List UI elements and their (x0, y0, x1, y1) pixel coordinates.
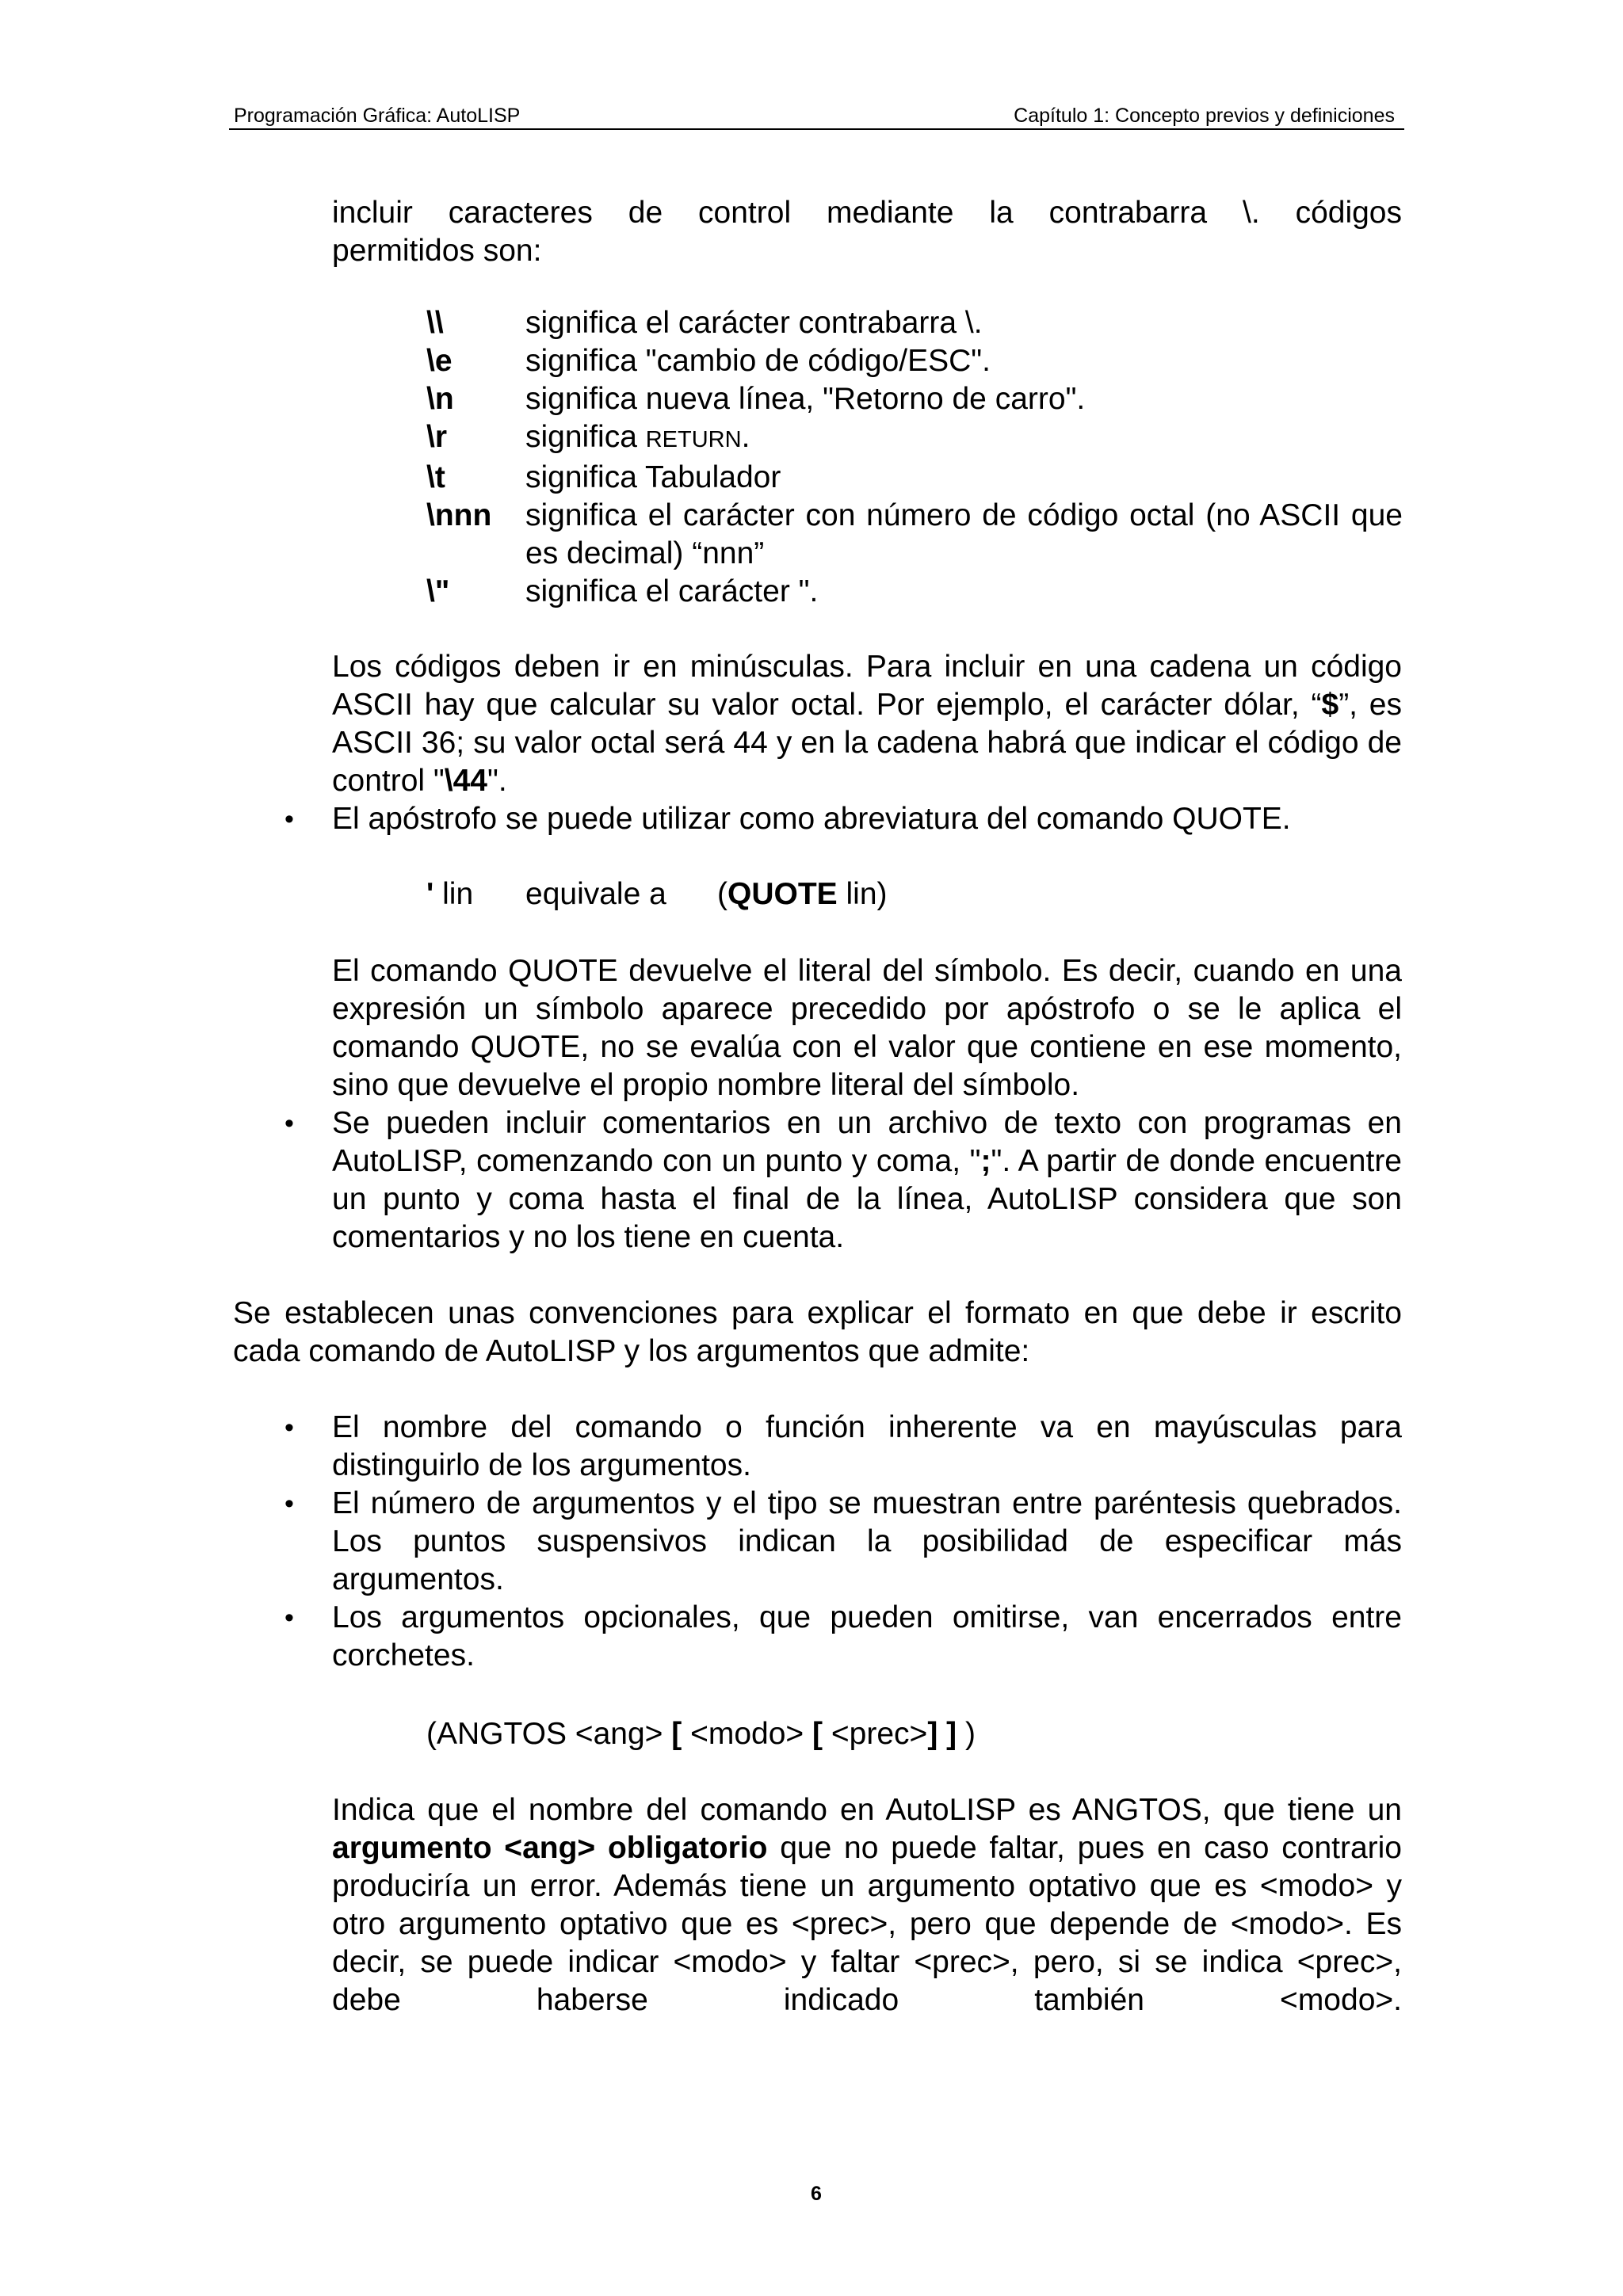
final-paragraph (332, 1791, 1402, 2019)
running-header (229, 93, 1404, 130)
comments-item (332, 1104, 1402, 1257)
escape-codes-list (426, 304, 1403, 611)
bracket: [ (671, 1717, 682, 1751)
code-desc: significa el carácter con número de código octal (no ASCII que es decimal) “nnn” (525, 498, 1403, 570)
code-key: \\ (426, 306, 444, 340)
convention-item-3: Los argumentos opcionales, que pueden omitirse, van encerrados entre corchetes. (332, 1600, 1402, 1672)
code-row-return (426, 418, 1403, 459)
apostrophe-item: El apóstrofo se puede utilizar como abreviatura del comando QUOTE. (332, 802, 1291, 836)
code-key: \r (426, 420, 448, 454)
code-row-quote (426, 573, 1403, 611)
code-key: \e (426, 344, 453, 378)
symbol-name: lin (433, 877, 474, 911)
quote-example-expr (717, 875, 888, 913)
angtos-syntax (426, 1715, 976, 1753)
octal-code: \44 (444, 764, 487, 798)
bracket: ] ] (927, 1717, 957, 1751)
codes-note-text: Los códigos deben ir en minúsculas. Para incluir en una cadena un código ASCII hay que calcular su valor octal. Por ejemplo, el carácter dólar, “ (332, 650, 1402, 722)
intro-line-2: permitidos son: (332, 234, 542, 268)
header-book-title: Programación Gráfica: AutoLISP (234, 105, 521, 127)
dollar-sign: $ (1321, 688, 1339, 722)
code-key: \n (426, 382, 454, 416)
quote-example-equiv: equivale a (525, 877, 666, 911)
intro-line-1: incluir caracteres de control mediante la contrabarra \. códigos (332, 196, 1402, 230)
code-desc: significa nueva línea, "Retorno de carro". (525, 382, 1086, 416)
apostrophe-mark: ' (426, 877, 434, 911)
header-chapter-title: Capítulo 1: Concepto previos y definiciones (1014, 105, 1395, 127)
bullet-marker: • (285, 1413, 294, 1443)
quote-paragraph: El comando QUOTE devuelve el literal del símbolo. Es decir, cuando en una expresión un símbolo aparece precedido por apóstrofo o se le aplica el comando QUOTE, no se evalúa con el valor que contiene en ese momento, sino que devuelve el propio nombre literal del símbolo. (332, 954, 1402, 1102)
bullet-marker: • (285, 804, 294, 834)
final-text: Indica que el nombre del comando en AutoLISP es ANGTOS, que tiene un (332, 1793, 1402, 1827)
syntax-text: ) (957, 1717, 976, 1751)
code-key: \nnn (426, 498, 492, 532)
page-number: 6 (811, 2183, 822, 2205)
quote-example (426, 875, 1060, 913)
syntax-text: (ANGTOS <ang> (426, 1717, 672, 1751)
semicolon: ; (980, 1144, 991, 1178)
convention-item-2: El número de argumentos y el tipo se muestran entre paréntesis quebrados. Los puntos suspensivos indican la posibilidad de especificar más argumentos. (332, 1486, 1402, 1596)
code-desc: significa el carácter contrabarra \. (525, 306, 983, 340)
code-row-octal (426, 497, 1403, 573)
paren-open: ( (717, 877, 727, 911)
code-row-newline (426, 380, 1403, 418)
convention-item-1: El nombre del comando o función inherente va en mayúsculas para distinguirlo de los argumentos. (332, 1410, 1402, 1482)
comments-text: Se pueden incluir comentarios en un archivo de texto con programas en AutoLISP, comenzando con un punto y coma, " (332, 1106, 1402, 1178)
codes-note-paragraph (332, 648, 1402, 800)
syntax-text: <modo> (682, 1717, 813, 1751)
paren-close: lin) (837, 877, 888, 911)
final-text: que no puede faltar, pues en caso contrario produciría un error. Además tiene un argumento optativo que es <modo> y otro argumento optativo que es <prec>, pero que depende de <modo>. Es decir, se puede indicar <modo> y faltar <prec>, pero, si se indica <prec>, debe haberse indicado también <modo>. (332, 1831, 1402, 2017)
code-desc-smallcaps: RETURN (645, 427, 742, 452)
codes-note-text: ”, es ASCII 36; su valor octal será 44 y en la cadena habrá que indicar el código de control " (332, 688, 1403, 798)
quote-command: QUOTE (727, 877, 838, 911)
bracket: [ (812, 1717, 823, 1751)
code-desc (525, 418, 1403, 459)
code-desc-period: . (741, 420, 750, 454)
bullet-marker: • (285, 1489, 294, 1519)
code-desc: significa "cambio de código/ESC". (525, 344, 991, 378)
codes-note-text: ". (487, 764, 507, 798)
code-key: \" (426, 574, 450, 608)
bullet-marker: • (285, 1108, 294, 1138)
comments-text: ". A partir de donde encuentre un punto y coma hasta el final de la línea, AutoLISP considera que son comentarios y no los tiene en cuenta. (332, 1144, 1402, 1254)
code-row-tab (426, 459, 1403, 497)
code-key: \t (426, 460, 445, 494)
code-row-backslash (426, 304, 1403, 342)
code-desc: significa el carácter ". (525, 574, 819, 608)
bullet-marker: • (285, 1603, 294, 1633)
quote-example-symbol (426, 875, 473, 913)
code-row-esc (426, 342, 1403, 380)
code-desc: significa Tabulador (525, 460, 781, 494)
conventions-paragraph: Se establecen unas convenciones para explicar el formato en que debe ir escrito cada comando de AutoLISP y los argumentos que admite: (233, 1296, 1402, 1368)
syntax-text: <prec> (823, 1717, 928, 1751)
mandatory-argument: argumento <ang> obligatorio (332, 1831, 768, 1865)
code-desc-text: significa (525, 420, 646, 454)
